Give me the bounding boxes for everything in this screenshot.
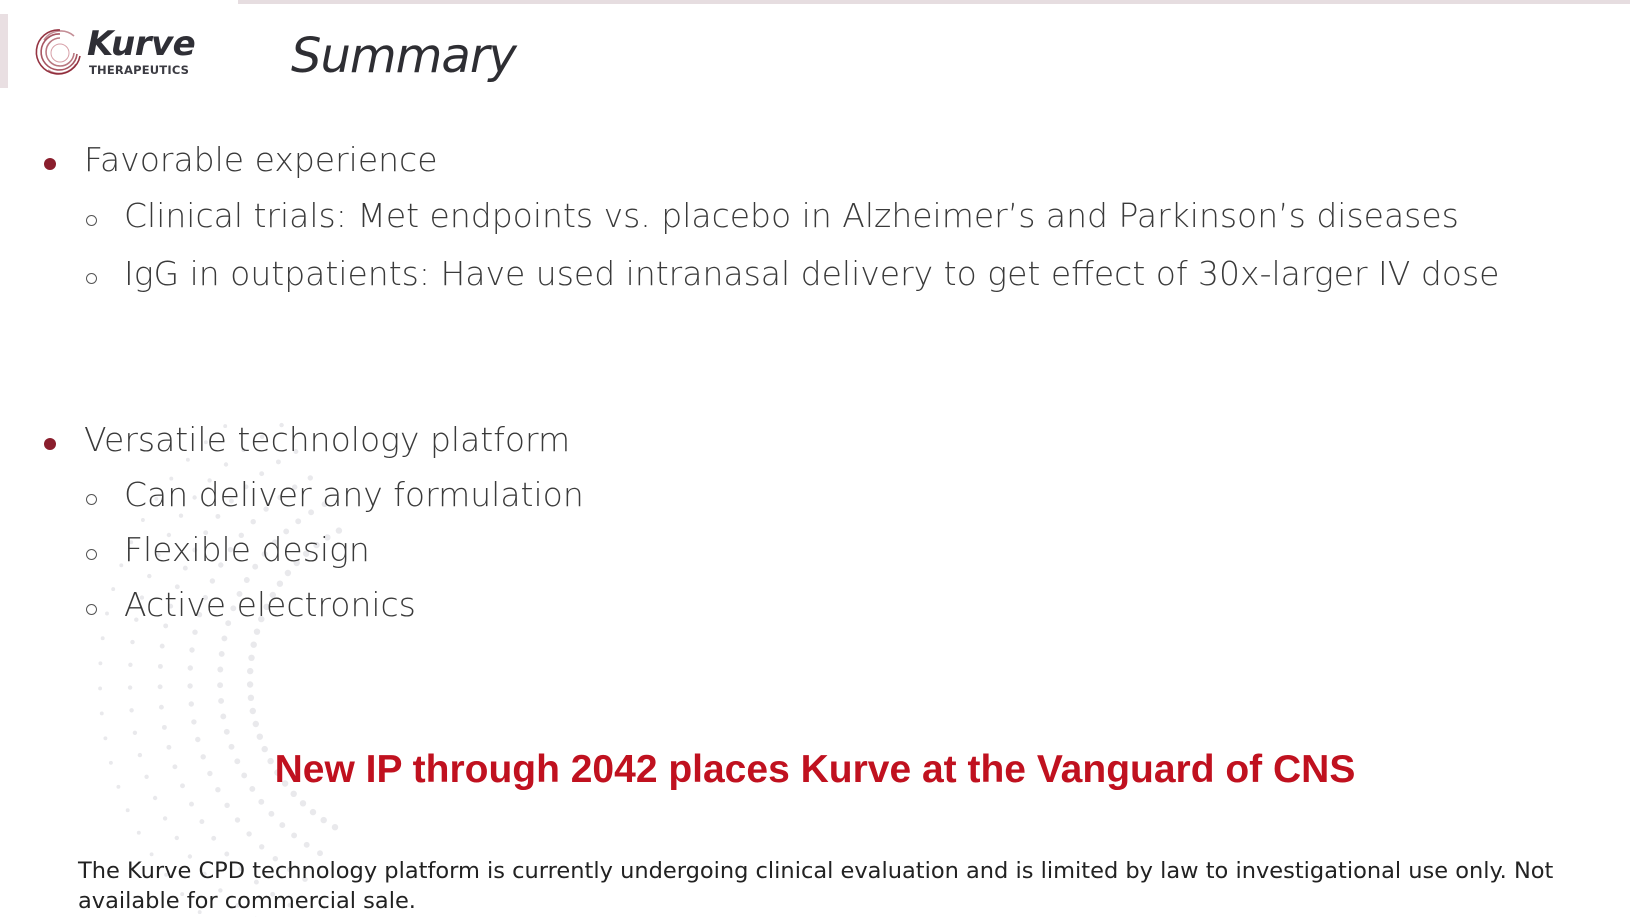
- sub-bullet-ring-icon: [86, 215, 97, 226]
- decorative-dot: [101, 636, 105, 640]
- decorative-dot: [218, 698, 224, 704]
- decorative-dot: [244, 577, 250, 583]
- sub-bullet-label: IgG in outpatients: Have used intranasal delivery to get effect of 30x-larger IV dose: [124, 254, 1500, 293]
- decorative-dot: [248, 655, 254, 661]
- slide-title: Summary: [291, 28, 516, 84]
- decorative-dot: [291, 832, 297, 838]
- bullet-label: Versatile technology platform: [84, 420, 571, 459]
- decorative-dot: [188, 665, 193, 670]
- decorative-dot: [189, 647, 194, 652]
- sub-bullet-label: Clinical trials: Met endpoints vs. placebo in Alzheimer’s and Parkinson’s diseases: [124, 196, 1459, 235]
- side-accent-bar: [0, 14, 8, 88]
- decorative-dot: [111, 587, 115, 591]
- decorative-dot: [98, 661, 102, 665]
- decorative-dot: [248, 695, 254, 701]
- decorative-dot: [189, 701, 194, 706]
- decorative-dot: [147, 574, 151, 578]
- decorative-dot: [254, 629, 260, 635]
- decorative-dot: [128, 663, 132, 667]
- sub-bullet-label: Active electronics: [124, 585, 416, 624]
- decorative-dot: [247, 681, 253, 687]
- decorative-dot: [276, 459, 281, 464]
- sub-bullet-ring-icon: [86, 604, 97, 615]
- decorative-dot: [129, 708, 133, 712]
- sub-bullet-label: Can deliver any formulation: [124, 475, 584, 514]
- decorative-dot: [219, 651, 225, 657]
- decorative-dot: [246, 831, 251, 836]
- decorative-dot: [179, 514, 183, 518]
- decorative-dot: [133, 731, 137, 735]
- decorative-dot: [217, 667, 223, 673]
- decorative-dot: [251, 642, 257, 648]
- decorative-dot: [253, 721, 259, 727]
- decorative-dot: [250, 708, 256, 714]
- sub-bullet-ring-icon: [86, 549, 97, 560]
- decorative-dot: [210, 578, 215, 583]
- kurve-logo: [34, 24, 204, 82]
- decorative-dot: [189, 802, 194, 807]
- decorative-dot: [103, 736, 107, 740]
- kurve-swirl-icon: [34, 26, 86, 78]
- decorative-dot: [128, 685, 132, 689]
- decorative-dot: [159, 705, 164, 710]
- decorative-dot: [247, 668, 253, 674]
- bullet-label: Favorable experience: [84, 140, 438, 179]
- bullet-dot-icon: [44, 438, 56, 450]
- decorative-dot: [100, 711, 104, 715]
- decorative-dot: [220, 713, 226, 719]
- decorative-dot: [126, 808, 130, 812]
- decorative-dot: [304, 842, 310, 848]
- decorative-dot: [105, 612, 109, 616]
- decorative-dot: [158, 664, 163, 669]
- decorative-dot: [321, 817, 327, 823]
- decorative-dot: [279, 822, 285, 828]
- decorative-dot: [257, 734, 263, 740]
- logo-wordmark: Kurve: [87, 24, 196, 64]
- decorative-dot: [160, 644, 165, 649]
- decorative-dot: [195, 737, 200, 742]
- decorative-dot: [224, 462, 228, 466]
- ip-highlight-statement: New IP through 2042 places Kurve at the Vanguard of CNS: [274, 748, 1356, 791]
- decorative-dot: [258, 799, 264, 805]
- decorative-dot: [187, 683, 192, 688]
- decorative-dot: [224, 803, 229, 808]
- regulatory-disclaimer: The Kurve CPD technology platform is currently undergoing clinical evaluation and is limited by law to investigational use only. Not available for commercial sale.: [78, 858, 1554, 914]
- decorative-dot: [192, 630, 197, 635]
- decorative-dot: [119, 563, 123, 567]
- decorative-dot: [221, 635, 227, 641]
- decorative-dot: [285, 570, 291, 576]
- decorative-dot: [130, 640, 134, 644]
- decorative-dot: [310, 809, 316, 815]
- decorative-dot: [332, 824, 338, 830]
- decorative-dot: [268, 811, 274, 817]
- sub-bullet-ring-icon: [86, 273, 97, 284]
- decorative-dot: [153, 796, 157, 800]
- decorative-dot: [137, 831, 141, 835]
- decorative-dot: [259, 844, 264, 849]
- decorative-dot: [215, 514, 220, 519]
- decorative-dot: [163, 623, 168, 628]
- bullet-dot-icon: [44, 158, 56, 170]
- decorative-dot: [251, 519, 256, 524]
- decorative-dot: [217, 682, 223, 688]
- decorative-dot: [295, 518, 301, 524]
- decorative-dot: [191, 719, 196, 724]
- decorative-dot: [235, 817, 240, 822]
- sub-bullet-label: Flexible design: [124, 530, 370, 569]
- decorative-dot: [300, 800, 306, 806]
- decorative-dot: [98, 686, 102, 690]
- decorative-dot: [224, 729, 230, 735]
- decorative-dot: [199, 819, 204, 824]
- decorative-dot: [141, 518, 145, 522]
- decorative-dot: [163, 816, 167, 820]
- decorative-dot: [211, 836, 216, 841]
- decorative-dot: [158, 684, 163, 689]
- logo-subtitle: THERAPEUTICS: [89, 63, 190, 77]
- decorative-dot: [175, 836, 179, 840]
- top-divider: [238, 0, 1630, 4]
- sub-bullet-ring-icon: [86, 494, 97, 505]
- decorative-dot: [162, 725, 167, 730]
